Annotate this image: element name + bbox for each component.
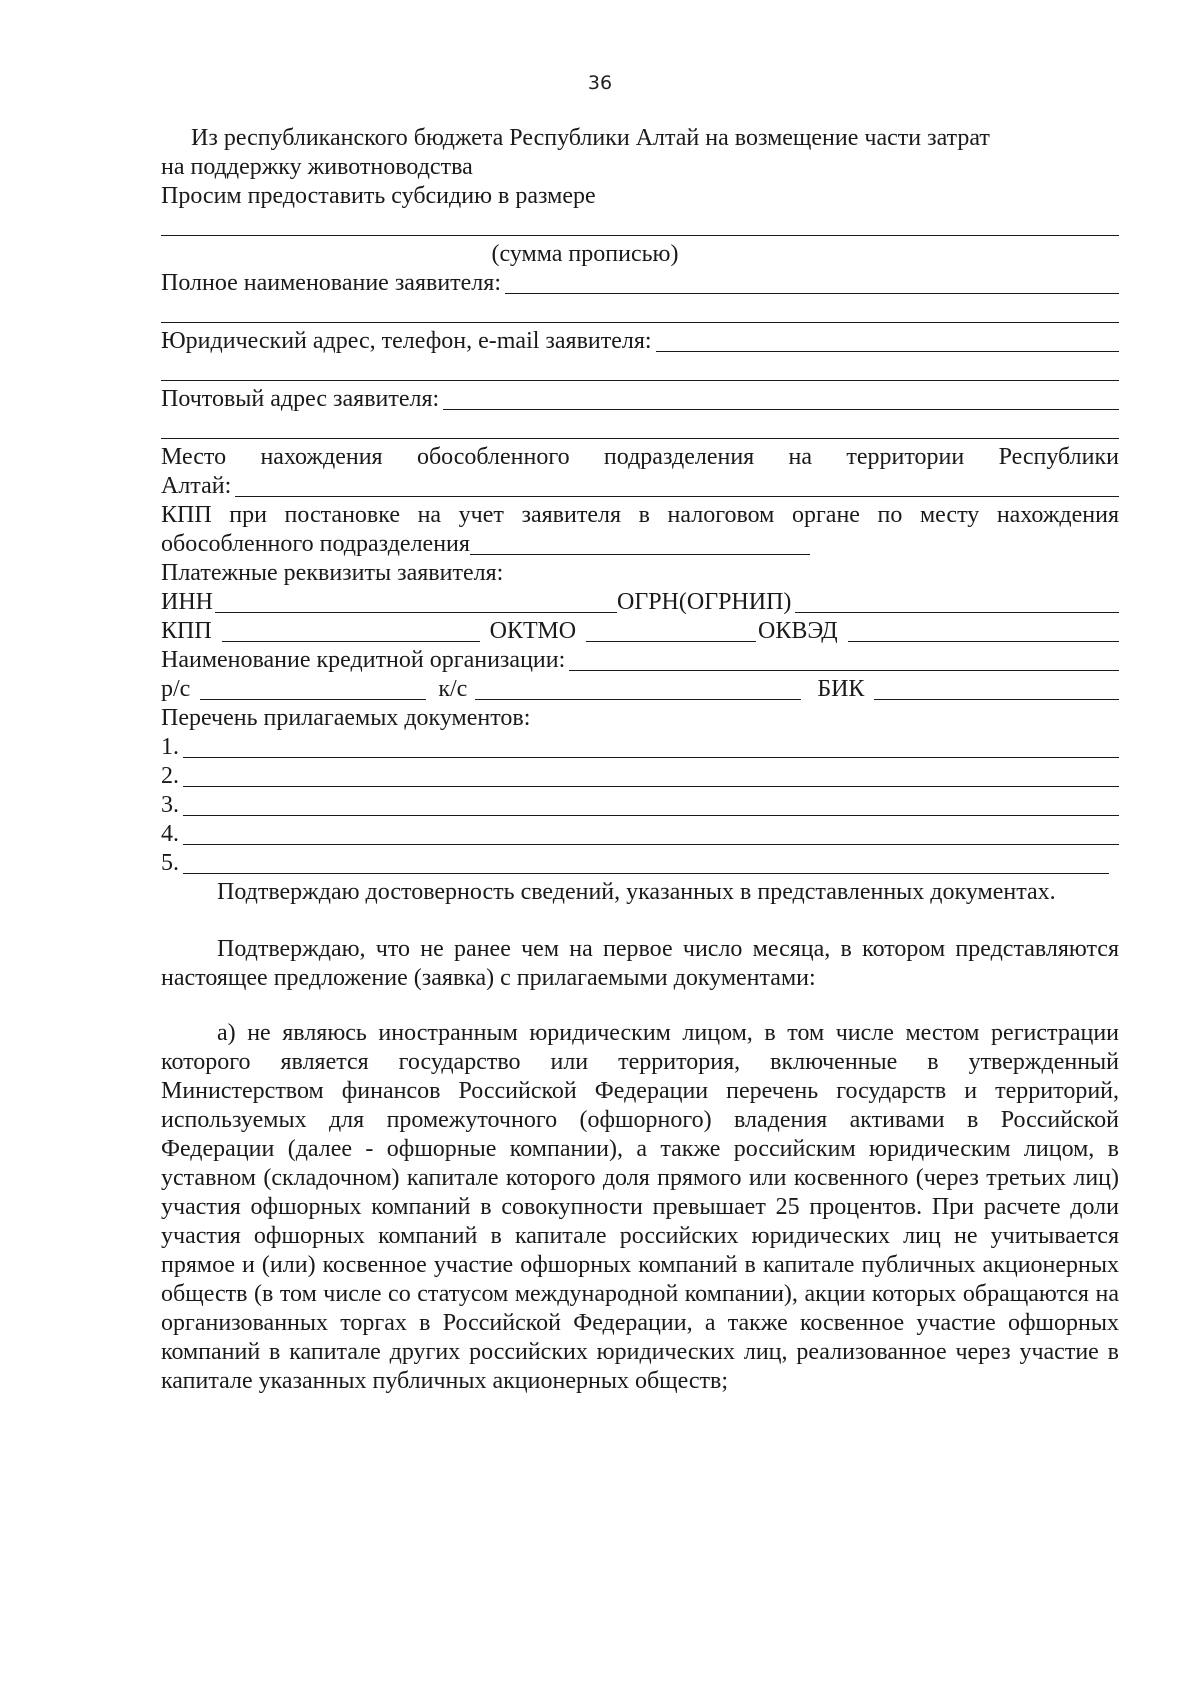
inn-ogrn-row[interactable] — [161, 588, 1119, 617]
amount-line[interactable] — [161, 213, 1119, 236]
oktmo-line[interactable] — [586, 619, 756, 642]
doc-item-line[interactable] — [183, 793, 1119, 816]
full-name-line-2[interactable] — [161, 300, 1119, 323]
header-line-2: на поддержку животноводства — [161, 154, 473, 180]
header-line-3: Просим предоставить субсидию в размере — [161, 183, 596, 209]
kpp-separate-field[interactable] — [161, 530, 1119, 559]
postal-address-line[interactable] — [443, 387, 1119, 410]
legal-address-label: Юридический адрес, телефон, e-mail заявителя: — [161, 328, 652, 354]
kpp-separate-line[interactable] — [470, 532, 810, 555]
postal-address-line-2[interactable] — [161, 416, 1119, 439]
inn-label: ИНН — [161, 589, 213, 615]
kpp-separate-label-line-2: обособленного подразделения — [161, 531, 470, 557]
legal-address-line[interactable] — [656, 329, 1119, 352]
kpp-line[interactable] — [222, 619, 480, 642]
docs-title: Перечень прилагаемых документов: — [161, 705, 531, 731]
legal-address-line-2[interactable] — [161, 358, 1119, 381]
postal-address-label: Почтовый адрес заявителя: — [161, 386, 440, 412]
bank-name-label: Наименование кредитной организации: — [161, 647, 566, 673]
rs-ks-bik-row[interactable] — [161, 675, 1119, 704]
bik-label: БИК — [817, 676, 865, 702]
bank-name-field[interactable] — [161, 646, 1119, 675]
full-name-label: Полное наименование заявителя: — [161, 270, 501, 296]
full-name-line[interactable] — [505, 271, 1119, 294]
okved-line[interactable] — [848, 619, 1119, 642]
confirm-date-paragraph: Подтверждаю, что не ранее чем на первое число месяца, в котором представляются настоящее предложение (заявка) с прилагаемыми документами: — [161, 936, 1119, 991]
full-name-field[interactable] — [161, 269, 1119, 298]
doc-item-number: 4. — [161, 821, 179, 847]
amount-field[interactable] — [161, 211, 1119, 240]
okved-label: ОКВЭД — [758, 618, 838, 644]
item-a-paragraph: а) не являюсь иностранным юридическим лицом, в том числе местом регистрации которого является государство или территория, включенные в утвержденный Министерством финансов Российской Федерации перечень государств и территорий, используемых для промежуточного (офшорного) владения активами в Российской Федерации (далее - офшорные компании), а также российским юридическим лицом, в уставном (складочном) капитале которого доля прямого или косвенного (через третьих лиц) участия офшорных компаний в совокупности превышает 25 процентов. При расчете доли участия офшорных компаний в капитале российских юридических лиц не учитывается прямое и (или) косвенное участие офшорных компаний в капитале публичных акционерных обществ (в том числе со статусом международной компании), акции которых обращаются на организованных торгах в Российской Федерации, а также косвенное участие офшорных компаний в капитале других российских юридических лиц, реализованное через участие в капитале указанных публичных акционерных обществ; — [161, 1020, 1119, 1394]
doc-item-number: 1. — [161, 734, 179, 760]
rs-line[interactable] — [200, 677, 426, 700]
ks-line[interactable] — [475, 677, 801, 700]
confirm-accuracy-paragraph: Подтверждаю достоверность сведений, указанных в представленных документах. — [217, 879, 1056, 905]
payment-title: Платежные реквизиты заявителя: — [161, 560, 504, 586]
ogrn-line[interactable] — [795, 590, 1119, 613]
legal-address-field[interactable] — [161, 327, 1119, 356]
doc-item-number: 5. — [161, 850, 179, 876]
postal-address-field[interactable] — [161, 385, 1119, 414]
doc-item-3[interactable] — [161, 791, 1119, 820]
doc-item-5[interactable] — [161, 849, 1119, 878]
application-form — [161, 124, 1119, 1396]
doc-item-line[interactable] — [183, 735, 1119, 758]
full-name-field-2[interactable] — [161, 298, 1119, 327]
doc-item-4[interactable] — [161, 820, 1119, 849]
postal-address-field-2[interactable] — [161, 414, 1119, 443]
doc-item-number: 2. — [161, 763, 179, 789]
bik-line[interactable] — [874, 677, 1119, 700]
kpp-oktmo-okved-row[interactable] — [161, 617, 1119, 646]
doc-item-2[interactable] — [161, 762, 1119, 791]
legal-address-field-2[interactable] — [161, 356, 1119, 385]
header-line-1: Из республиканского бюджета Республики Алтай на возмещение части затрат — [191, 125, 990, 151]
rs-label: р/с — [161, 676, 191, 702]
kpp-label: КПП — [161, 618, 212, 644]
inn-line[interactable] — [215, 590, 617, 613]
doc-item-line[interactable] — [183, 764, 1119, 787]
kpp-separate-label-line-1: КПП при постановке на учет заявителя в налоговом органе по месту нахождения — [161, 502, 1119, 528]
doc-item-number: 3. — [161, 792, 179, 818]
ks-label: к/с — [438, 676, 468, 702]
ogrn-label: ОГРН(ОГРНИП) — [617, 589, 792, 615]
bank-name-line[interactable] — [569, 648, 1119, 671]
location-field[interactable] — [161, 472, 1119, 501]
location-line[interactable] — [235, 474, 1119, 497]
oktmo-label: ОКТМО — [489, 618, 577, 644]
page-number: 36 — [587, 72, 613, 94]
location-label-line-2: Алтай: — [161, 473, 232, 499]
doc-item-line[interactable] — [183, 822, 1119, 845]
amount-note: (сумма прописью) — [491, 241, 679, 267]
doc-item-line[interactable] — [183, 851, 1109, 874]
doc-item-1[interactable] — [161, 733, 1119, 762]
location-label-line-1: Место нахождения обособленного подразделения на территории Республики — [161, 444, 1119, 470]
